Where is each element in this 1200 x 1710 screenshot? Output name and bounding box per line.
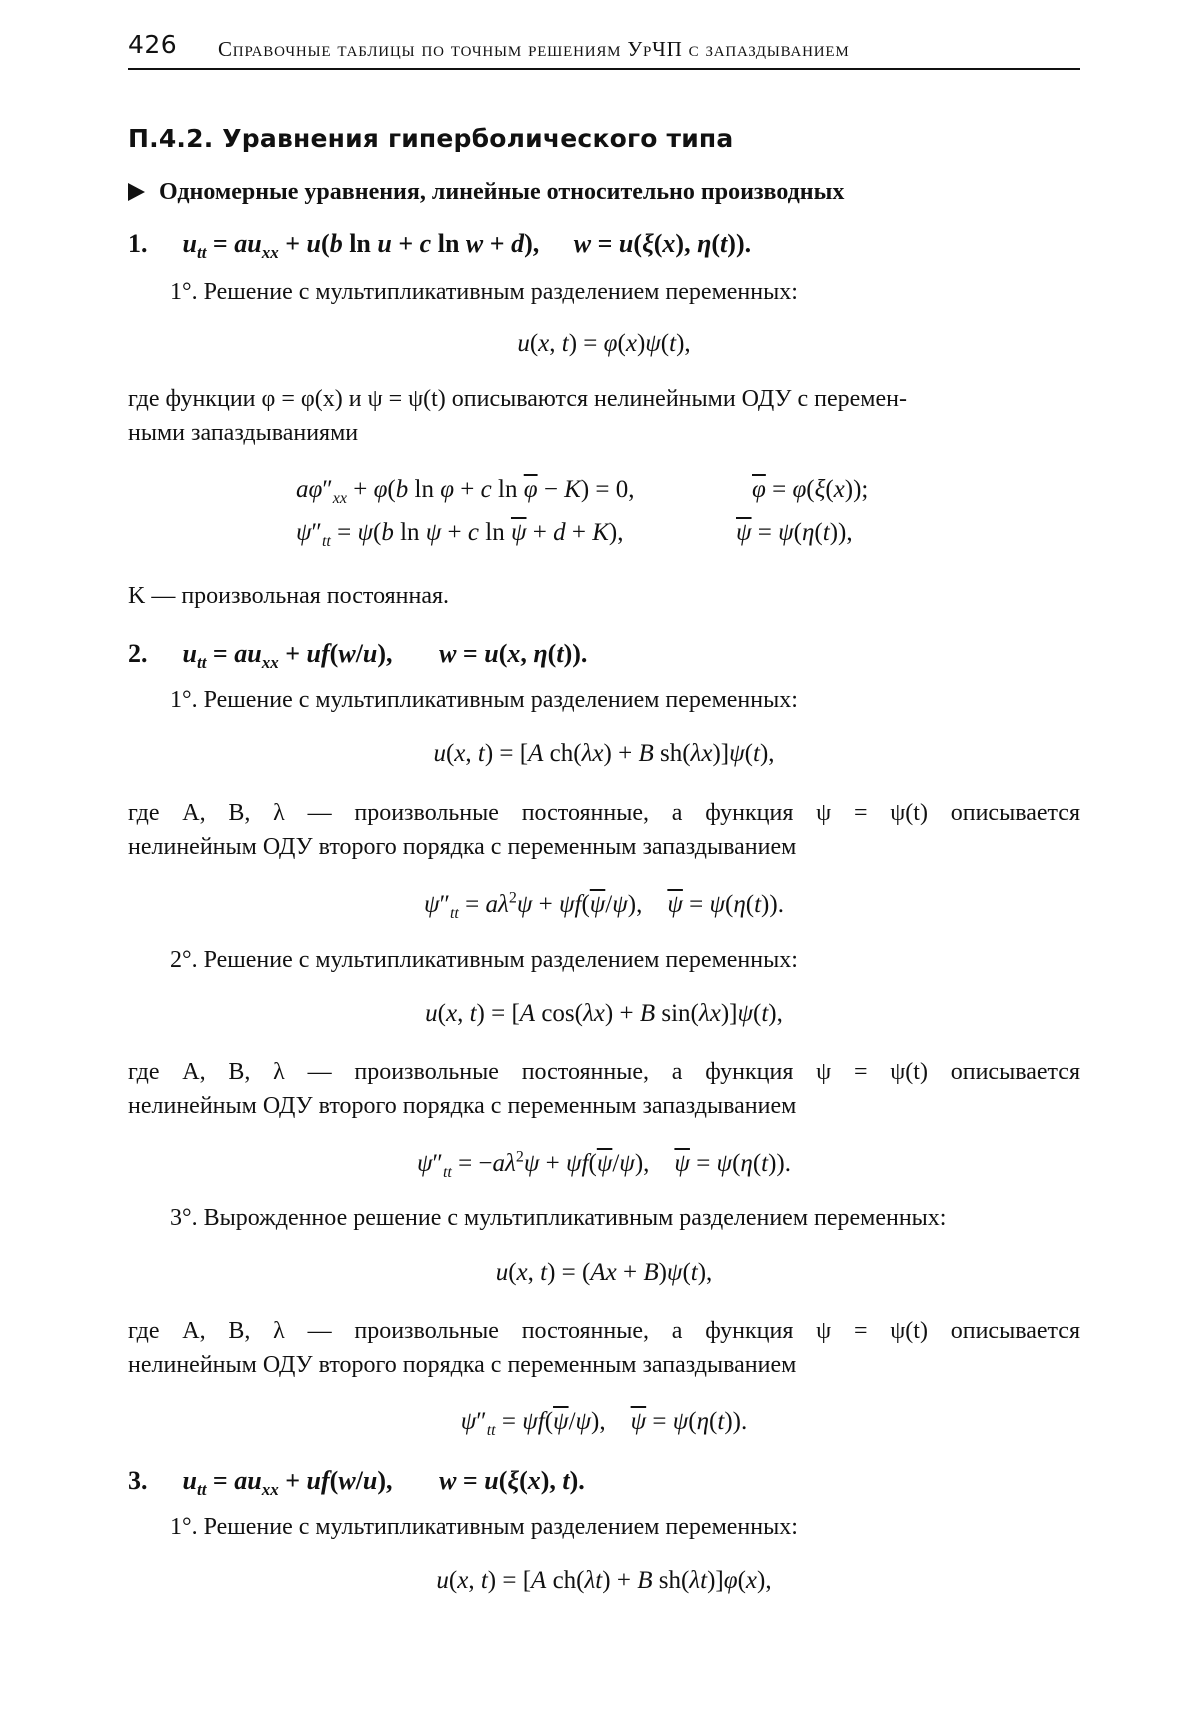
equation-1-heading bbox=[128, 229, 752, 263]
paragraph-text bbox=[128, 1314, 1080, 1382]
text-line: где функции φ = φ(x) и ψ = ψ(t) описываются нелинейными ОДУ с перемен- bbox=[128, 386, 907, 412]
running-title: Справочные таблицы по точным решениям УрЧП с запаздыванием bbox=[218, 37, 850, 61]
header-rule bbox=[128, 68, 1080, 70]
paragraph-text bbox=[128, 1055, 1080, 1123]
equation-number: 2. bbox=[128, 639, 148, 668]
equation-main: $u_{tt} = au_{xx} + uf(w/u)$, bbox=[182, 639, 393, 673]
item-text: Вырожденное решение с мультипликативным разделением переменных: bbox=[203, 1205, 947, 1231]
item-text: Решение с мультипликативным разделением переменных: bbox=[203, 947, 798, 973]
text-line: нелинейным ОДУ второго порядка с переменным запаздыванием bbox=[128, 834, 797, 860]
item-text: Решение с мультипликативным разделением переменных: bbox=[203, 1514, 798, 1540]
text-line: нелинейным ОДУ второго порядка с переменным запаздыванием bbox=[128, 1352, 797, 1378]
item-label: 1°. bbox=[170, 1514, 198, 1540]
text-line: ными запаздываниями bbox=[128, 420, 359, 446]
ode-system-line-2: $\psi''_{tt} = \psi(b$ ln ψ + c $\ln \overline{\psi} + d + K$), bbox=[296, 519, 624, 550]
equation-number: 1. bbox=[128, 229, 148, 258]
text-line: где A, B, λ — произвольные постоянные, а функция ψ = ψ(t) описывается bbox=[128, 800, 1080, 826]
equation-2-heading bbox=[128, 639, 588, 673]
ode: $\psi''_{tt} = a\lambda^2\psi + \psi f(\overline{\psi}/\psi)$, $\overline{\psi} = \psi(\eta(t))$. bbox=[424, 889, 784, 922]
item-label: 2°. bbox=[170, 947, 198, 973]
equation-delay: w = u(x, η(t)). bbox=[439, 639, 588, 668]
section-title: П.4.2. Уравнения гиперболического типа bbox=[128, 124, 734, 153]
paragraph-3-1 bbox=[170, 1510, 798, 1544]
text-line: где A, B, λ — произвольные постоянные, а функция ψ = ψ(t) описывается bbox=[128, 1059, 1080, 1085]
paragraph-text bbox=[128, 796, 1080, 864]
paragraph-2-3 bbox=[170, 1201, 946, 1235]
equation-delay: w = u(ξ(x), t). bbox=[439, 1466, 585, 1495]
ode-system-delay-2: $\overline{\psi} = \psi(\eta(t))$, bbox=[736, 519, 853, 546]
text-line: нелинейным ОДУ второго порядка с переменным запаздыванием bbox=[128, 1093, 797, 1119]
constant-note: K — произвольная постоянная. bbox=[128, 583, 450, 609]
ode-system-delay-1: $\overline{\varphi} = \varphi(\xi(x))$; bbox=[752, 476, 869, 503]
ode: $\psi''_{tt} = \psi f(\overline{\psi}/\psi)$, $\overline{\psi} = \psi(\eta(t))$. bbox=[460, 1408, 748, 1439]
formula: u(x, t) = (Ax + B)ψ(t), bbox=[495, 1259, 713, 1286]
item-text: Решение с мультипликативным разделением переменных: bbox=[203, 687, 798, 713]
equation-3-heading bbox=[128, 1466, 585, 1500]
ode-system-line-1: $a\varphi''_{xx} + \varphi(b$ ln φ + c $\ln \overline{\varphi} - K) = 0$, bbox=[296, 476, 635, 507]
equation-number: 3. bbox=[128, 1466, 148, 1495]
item-text: Решение с мультипликативным разделением переменных: bbox=[203, 279, 798, 305]
page-number: 426 bbox=[128, 30, 178, 59]
paragraph-1-1 bbox=[170, 275, 798, 309]
triangle-bullet-icon bbox=[128, 183, 145, 201]
subsection-title bbox=[128, 179, 844, 206]
formula: u(x, t) = φ(x)ψ(t), bbox=[517, 330, 691, 357]
item-label: 1°. bbox=[170, 687, 198, 713]
ode: $\psi''_{tt} = -a\lambda^2\psi + \psi f(\overline{\psi}/\psi)$, $\overline{\psi} = \psi(\eta(t))$. bbox=[416, 1148, 791, 1181]
paragraph-2-2 bbox=[170, 943, 798, 977]
equation-main: $u_{tt} = au_{xx} + u(b$ ln u + c ln w + d), bbox=[182, 229, 540, 263]
equation-delay: w = u(ξ(x), η(t)). bbox=[573, 229, 752, 258]
subsection-label: Одномерные уравнения, линейные относительно производных bbox=[159, 179, 845, 205]
paragraph-2-1 bbox=[170, 683, 798, 717]
formula: u(x, t) = [A cos(λx) + B sin(λx)]ψ(t), bbox=[425, 1000, 783, 1027]
item-label: 1°. bbox=[170, 279, 198, 305]
formula: u(x, t) = [A ch(λx) + B sh(λx)]ψ(t), bbox=[433, 740, 775, 767]
equation-main: $u_{tt} = au_{xx} + uf(w/u)$, bbox=[182, 1466, 393, 1500]
item-label: 3°. bbox=[170, 1205, 198, 1231]
formula: u(x, t) = [A ch(λt) + B sh(λt)]φ(x), bbox=[436, 1567, 772, 1594]
paragraph-text bbox=[128, 382, 1080, 450]
text-line: где A, B, λ — произвольные постоянные, а функция ψ = ψ(t) описывается bbox=[128, 1318, 1080, 1344]
